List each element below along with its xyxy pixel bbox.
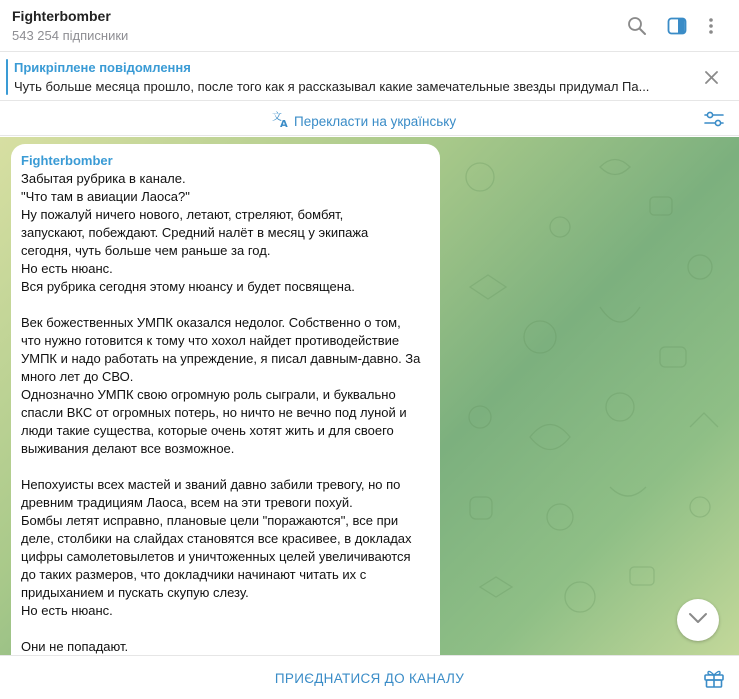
sidebar-toggle-icon[interactable] [664, 13, 690, 39]
chat-area [0, 137, 739, 655]
translate-settings-icon[interactable] [703, 109, 725, 129]
message-line: Но есть нюанс. [21, 261, 113, 276]
message-line: цифры самолетовылетов и уничтоженных целей увеличиваются [21, 549, 411, 564]
svg-text:A: A [280, 119, 288, 128]
pinned-title: Прикріплене повідомлення [14, 60, 191, 75]
message-line: Вся рубрика сегодня этому нюансу и будет посвящена. [21, 279, 355, 294]
close-icon[interactable] [701, 67, 721, 87]
translate-icon [272, 110, 290, 133]
message-line [21, 620, 430, 638]
pinned-accent-bar [6, 59, 8, 95]
message-line: придыханием и пускать скупую слезу. [21, 585, 249, 600]
message-line: "Что там в авиации Лаоса?" [21, 189, 190, 204]
translate-label: Перекласти на українську [294, 114, 457, 129]
message-line: что нужно готовится к тому что хохол найдет противодействие [21, 333, 400, 348]
message-line: выживания делают все возможное. [21, 441, 235, 456]
message-line: Бомбы летят исправно, плановые цели "поражаются", все при [21, 513, 399, 528]
message-line [21, 458, 430, 476]
channel-title[interactable]: Fighterbomber [12, 8, 111, 24]
more-options-icon[interactable] [698, 13, 724, 39]
message-line: деле, столбики на слайдах становятся все красивее, в докладах [21, 531, 412, 546]
svg-text:文: 文 [272, 112, 282, 123]
message-line: спасли ВКС от огромных потерь, но ничто не вечно под луной и [21, 405, 407, 420]
subscriber-count: 543 254 підписники [12, 28, 129, 43]
message-author[interactable]: Fighterbomber [21, 153, 113, 168]
message-line [21, 296, 430, 314]
scroll-down-button[interactable] [677, 599, 719, 641]
message-line: Непохуисты всех мастей и званий давно забили тревогу, но по [21, 477, 401, 492]
message-line: Век божественных УМПК оказался недолог. Собственно о том, [21, 315, 401, 330]
message-line: Но есть нюанс. [21, 603, 113, 618]
message-line: много лет до СВО. [21, 369, 134, 384]
message-bubble[interactable] [11, 144, 440, 655]
translate-button[interactable] [272, 110, 456, 133]
translate-bar [0, 102, 739, 136]
pinned-message-bar[interactable] [0, 53, 739, 101]
join-channel-button[interactable]: ПРИЄДНАТИСЯ ДО КАНАЛУ [274, 670, 465, 686]
message-line: Ну пожалуй ничего нового, летают, стреляют, бомбят, [21, 207, 344, 222]
message-line: Забытая рубрика в канале. [21, 171, 186, 186]
message-line: до таких размеров, что докладчики начинают читать их с [21, 567, 367, 582]
message-line: Однозначно УМПК свою огромную роль сыграли, и буквально [21, 387, 396, 402]
message-line: сегодня, чуть больше чем раньше за год. [21, 243, 271, 258]
message-line: УМПК и надо работать на упреждение, я писал давным-давно. За [21, 351, 421, 366]
message-line: запускают, побеждают. Средний налёт в месяц у экипажа [21, 225, 369, 240]
chevron-down-icon [688, 611, 708, 629]
search-icon[interactable] [624, 13, 650, 39]
message-line: Они не попадают. [21, 639, 129, 654]
message-line: древним традициям Лаоса, всем на эти тревоги похуй. [21, 495, 353, 510]
pinned-text: Чуть больше месяца прошло, после того как я рассказывал какие замечательные звезды придумал Па... [14, 79, 650, 94]
gift-icon[interactable] [703, 667, 725, 689]
chat-header [0, 0, 739, 52]
message-line: люди такие существа, которые очень хотят жить и для своего [21, 423, 394, 438]
footer-bar [0, 655, 739, 699]
message-text [21, 170, 430, 655]
